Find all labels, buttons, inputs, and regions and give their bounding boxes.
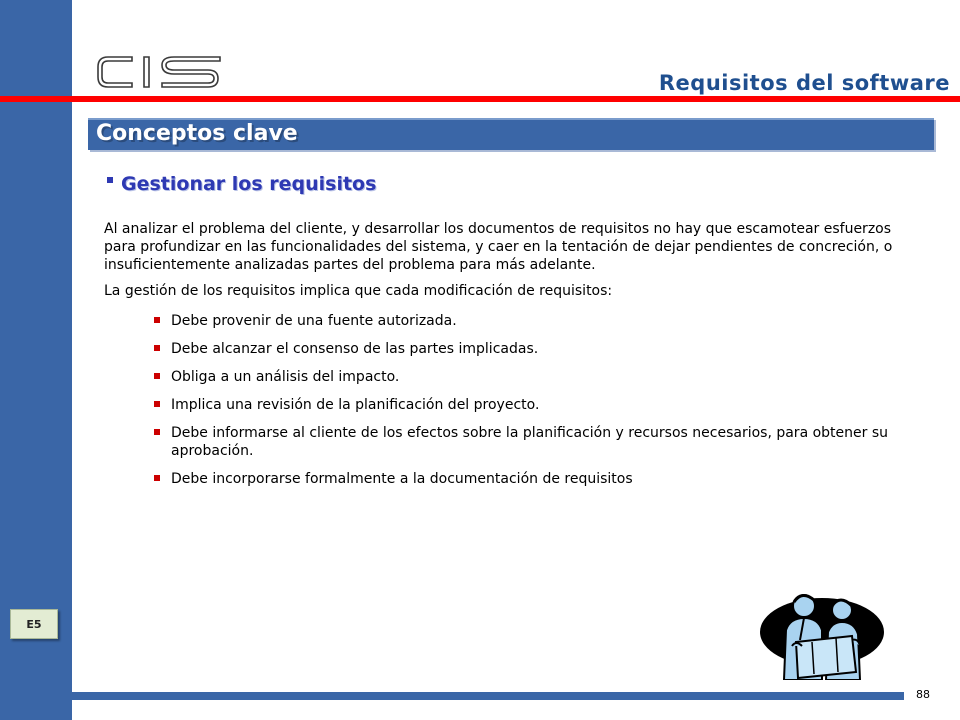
- list-item-text: Implica una revisión de la planificación del proyecto.: [171, 397, 540, 413]
- body-content: [104, 220, 904, 498]
- paragraph-gestion: La gestión de los requisitos implica que cada modificación de requisitos:: [104, 283, 613, 299]
- two-people-reviewing-document-icon: [756, 580, 888, 680]
- list-item: [153, 368, 904, 386]
- page-title: Requisitos del software: [658, 71, 950, 95]
- section-tag: E5: [10, 609, 58, 639]
- square-bullet-icon: [154, 401, 160, 407]
- list-item: [153, 312, 904, 330]
- list-item: [153, 470, 904, 488]
- list-item-text: Debe provenir de una fuente autorizada.: [171, 313, 457, 329]
- banner-title: Conceptos clave: [96, 121, 298, 146]
- square-bullet-icon: [154, 317, 160, 323]
- cis-logo: [96, 55, 226, 89]
- list-item: [153, 340, 904, 358]
- list-item-text: Debe informarse al cliente de los efectos sobre la planificación y recursos necesarios, para obtener su aprobación.: [171, 425, 889, 459]
- list-item: [153, 424, 904, 460]
- list-item-text: Debe incorporarse formalmente a la documentación de requisitos: [171, 471, 633, 487]
- section-banner: [88, 118, 934, 150]
- square-bullet-icon: [154, 475, 160, 481]
- square-bullet-icon: [154, 345, 160, 351]
- subheading: [107, 173, 376, 195]
- header-divider: [0, 96, 960, 102]
- list-item: [153, 396, 904, 414]
- requirements-list: [104, 312, 904, 488]
- subheading-text: Gestionar los requisitos: [121, 173, 377, 195]
- list-item-text: Obliga a un análisis del impacto.: [171, 369, 400, 385]
- list-item-text: Debe alcanzar el consenso de las partes implicadas.: [171, 341, 539, 357]
- square-bullet-icon: [107, 177, 113, 183]
- square-bullet-icon: [154, 373, 160, 379]
- paragraph-intro: Al analizar el problema del cliente, y desarrollar los documentos de requisitos no hay que escamotear esfuerzos para profundizar en las funcionalidades del sistema, y caer en la tentación de dejar pendientes de concreción, o insuficientemente analizadas partes del problema para más adelante.: [104, 221, 893, 273]
- page-number: 88: [916, 688, 930, 701]
- square-bullet-icon: [154, 429, 160, 435]
- footer-bar: [72, 692, 904, 700]
